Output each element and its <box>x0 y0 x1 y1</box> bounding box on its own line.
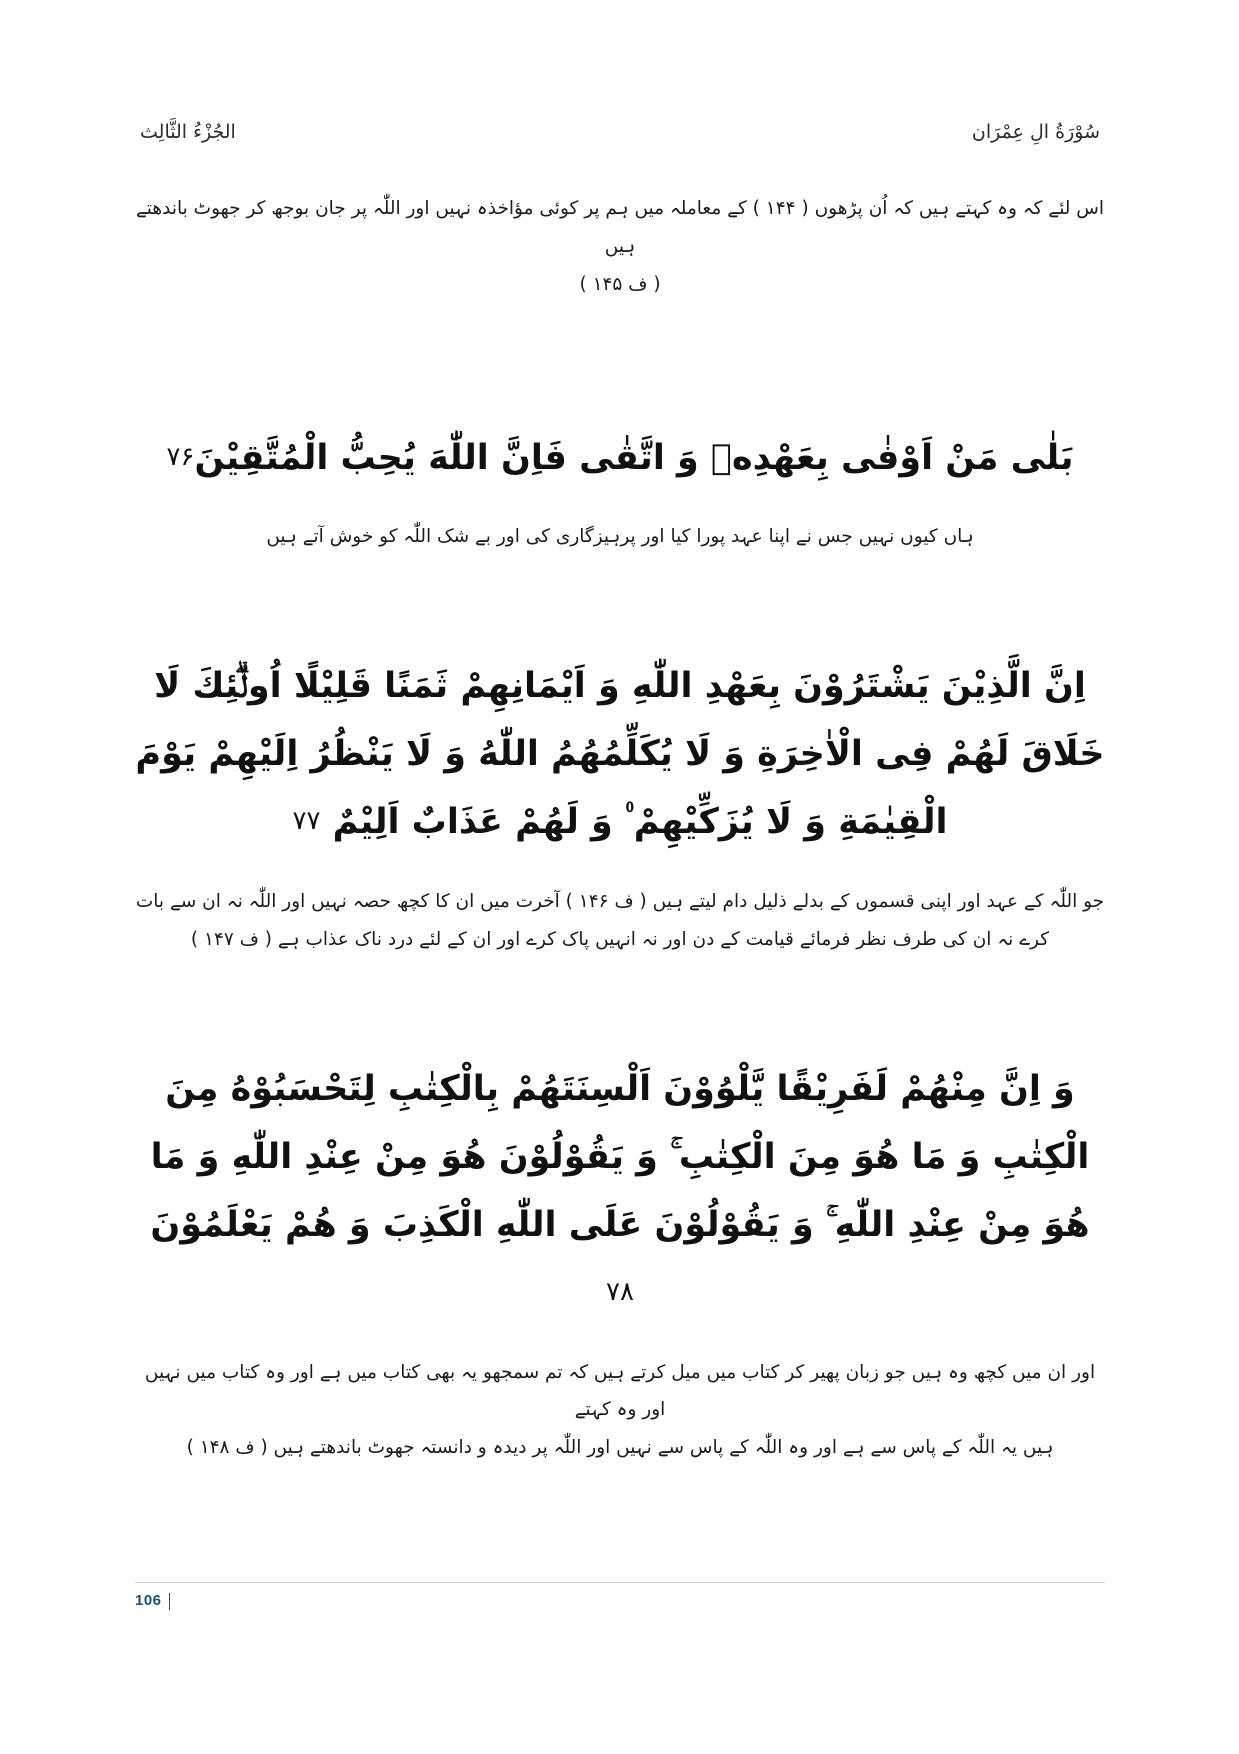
footnote-reference: ( ف ۱۴۵ ) <box>579 273 661 295</box>
surah-title-ornament: سُوْرَةُ الِ عِمْرَان <box>971 121 1100 143</box>
page-footer <box>135 1592 1105 1632</box>
arabic-verse-body: اِنَّ الَّذِيْنَ يَشْتَرُوْنَ بِعَهْدِ اللّٰهِ وَ اَيْمَانِهِمْ ثَمَنًا قَلِيْلًا اُولٰۗئِكَ لَا خَلَاقَ لَهُمْ فِى الْاٰخِرَةِ وَ لَا يُكَلِّمُهُمُ اللّٰهُ وَ لَا يَنْظُرُ اِلَيْهِمْ يَوْمَ الْقِيٰمَةِ وَ لَا يُزَكِّيْهِمْ ۠ وَ لَهُمْ عَذَابٌ اَلِيْمٌ <box>135 665 1105 843</box>
translation-line: ہیں یہ اللّٰہ کے پاس سے ہے اور وہ اللّٰہ کے پاس سے نہیں اور اللّٰہ پر دیدہ و دانستہ جھوٹ باندھتے ہیں ( ف ۱۴۸ ) <box>186 1437 1054 1459</box>
verse-block-77 <box>135 652 1105 959</box>
footer-divider <box>135 1582 1105 1583</box>
spacer <box>135 492 1105 518</box>
translation-line: ہاں کیوں نہیں جس نے اپنا عہد پورا کیا اور پرہیزگاری کی اور بے شک اللّٰہ کو خوش آتے ہیں <box>266 526 974 548</box>
spacer <box>135 304 1105 424</box>
translation-line: اور ان میں کچھ وہ ہیں جو زبان پھیر کر کتاب میں میل کرتے ہیں کہ تم سمجھو یہ بھی کتاب میں ہے اور وہ کتاب میں نہیں اور وہ کہتے <box>144 1361 1096 1421</box>
arabic-verse-body: وَ اِنَّ مِنْهُمْ لَفَرِيْقًا يَّلْوُوْنَ اَلْسِنَتَهُمْ بِالْكِتٰبِ لِتَحْسَبُوْهُ مِنَ الْكِتٰبِ وَ مَا هُوَ مِنَ الْكِتٰبِ ۚ وَ يَقُوْلُوْنَ هُوَ مِنْ عِنْدِ اللّٰهِ وَ مَا هُوَ مِنْ عِنْدِ اللّٰهِ ۚ وَ يَقُوْلُوْنَ عَلَى اللّٰهِ الْكَذِبَ وَ هُمْ يَعْلَمُوْنَ <box>150 1068 1090 1246</box>
arabic-verse-body: بَلٰى مَنْ اَوْفٰى بِعَهْدِهٖ وَ اتَّقٰى فَاِنَّ اللّٰهَ يُحِبُّ الْمُتَّقِيْنَ <box>194 437 1074 478</box>
spacer <box>135 1328 1105 1354</box>
verse-block-78 <box>135 1055 1105 1468</box>
page-header <box>140 120 1100 166</box>
page-number: 106 <box>135 1592 162 1609</box>
ayah-number-marker: ۷۷ <box>292 806 321 837</box>
arabic-verse-text <box>135 652 1105 857</box>
page-number-accent-bar <box>169 1593 170 1610</box>
translation-line: کرے نہ ان کی طرف نظر فرمائے قیامت کے دن اور نہ انہیں پاک کرے اور ان کے لئے درد ناک عذاب ہے ( ف ۱۴۷ ) <box>190 928 1050 950</box>
ayah-number-marker: ۷۸ <box>606 1277 634 1308</box>
arabic-verse-text <box>135 424 1105 492</box>
juz-title-ornament: الجُزْءُ الثَّالِث <box>140 121 236 143</box>
spacer <box>135 556 1105 652</box>
translation-line: جو اللّٰہ کے عہد اور اپنی قسموں کے بدلے ذلیل دام لیتے ہیں ( ف ۱۴۶ ) آخرت میں ان کا کچھ حصہ نہیں اور اللّٰہ نہ ان سے بات <box>135 890 1105 912</box>
ayah-number-marker: ۷۶ <box>166 441 195 472</box>
spacer <box>135 857 1105 883</box>
translation-line: اس لئے کہ وہ کہتے ہیں کہ اُن پڑھوں ( ۱۴۴ ) کے معاملہ میں ہم پر کوئی مؤاخذہ نہیں اور اللّٰہ پر جان بوجھ کر جھوٹ باندھتے ہیں <box>135 198 1105 257</box>
verse-block-76 <box>135 424 1105 556</box>
intro-translation-block <box>135 190 1105 304</box>
page-content <box>135 190 1105 1467</box>
arabic-verse-text <box>135 1055 1105 1328</box>
spacer <box>135 959 1105 1055</box>
